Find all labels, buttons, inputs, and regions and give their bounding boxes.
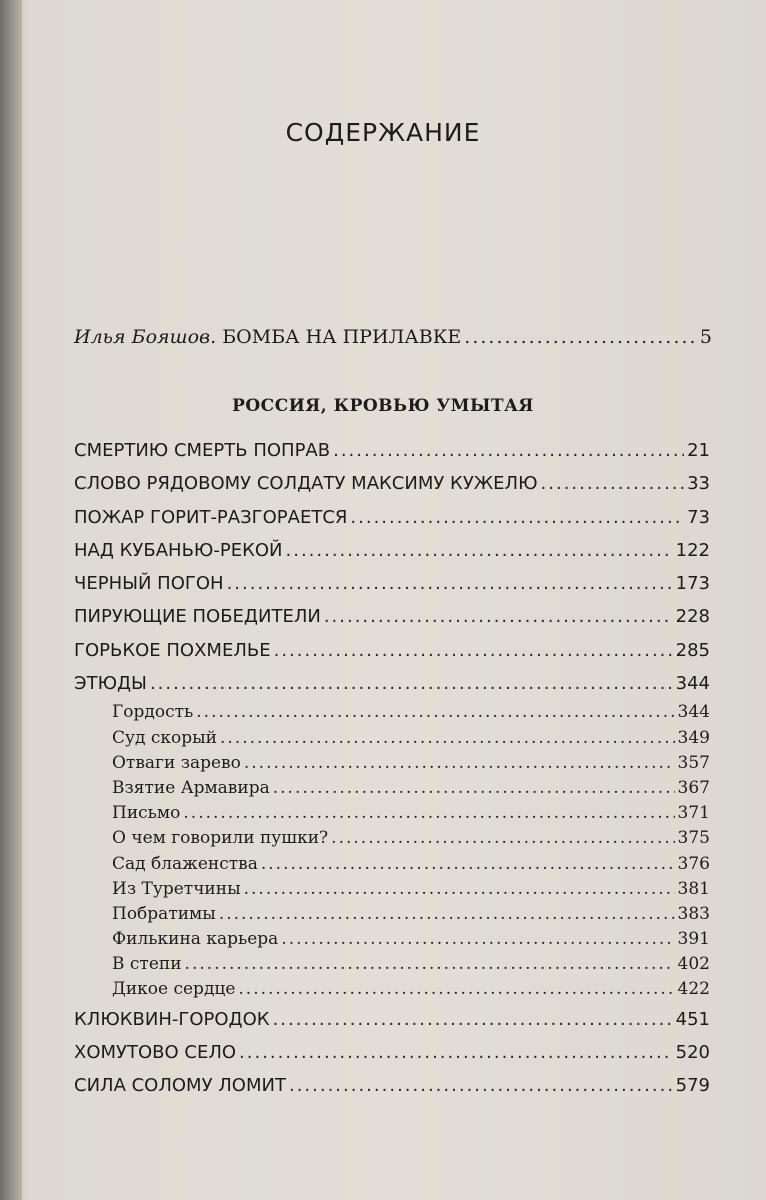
toc-entry — [74, 434, 710, 467]
entry-page-number: 579 — [675, 1075, 710, 1097]
book-spine-shadow — [0, 0, 22, 1200]
toc-subentry — [74, 751, 710, 776]
entry-title: ПИРУЮЩИЕ ПОБЕДИТЕЛИ — [74, 606, 321, 628]
toc-subentry — [74, 952, 710, 977]
subentry-page-number: 391 — [677, 929, 710, 950]
dot-leader — [286, 534, 673, 567]
dot-leader — [238, 977, 674, 1002]
dot-leader — [219, 902, 675, 927]
subentry-title: Побратимы — [112, 903, 216, 924]
subentry-page-number: 349 — [677, 727, 710, 748]
entry-page-number: 73 — [687, 506, 710, 528]
entry-page-number: 520 — [675, 1041, 710, 1063]
subentry-title: О чем говорили пушки? — [112, 828, 329, 849]
dot-leader — [239, 1036, 673, 1069]
entry-page-number: 21 — [687, 440, 710, 461]
dot-leader — [150, 667, 673, 700]
toc-entry — [74, 534, 710, 567]
entry-title: ЭТЮДЫ — [74, 673, 147, 695]
dot-leader — [464, 326, 697, 348]
dot-leader — [261, 852, 675, 877]
toc-subentry — [74, 902, 710, 927]
subentry-page-number: 376 — [677, 853, 710, 874]
subentry-title: Суд скорый — [112, 727, 218, 748]
subentry-title: Филькина карьера — [112, 929, 279, 950]
entry-title: СМЕРТИЮ СМЕРТЬ ПОПРАВ — [74, 440, 331, 461]
dot-leader — [185, 952, 675, 977]
entry-title: СЛОВО РЯДОВОМУ СОЛДАТУ МАКСИМУ КУЖЕЛЮ — [74, 473, 538, 495]
dot-leader — [273, 1003, 673, 1036]
intro-page-number: 5 — [699, 326, 712, 348]
dot-leader — [541, 467, 685, 500]
toc-entry — [74, 600, 710, 633]
intro-author: Илья Бояшов. — [74, 326, 217, 348]
entry-page-number: 344 — [675, 673, 710, 695]
page-title: СОДЕРЖАНИЕ — [285, 118, 481, 147]
subentry-page-number: 357 — [677, 752, 710, 773]
dot-leader — [289, 1069, 673, 1102]
subentry-page-number: 367 — [677, 777, 710, 798]
subentry-page-number: 402 — [677, 954, 710, 975]
toc-entry — [74, 501, 710, 534]
subentry-page-number: 383 — [677, 903, 710, 924]
entry-title: ХОМУТОВО СЕЛО — [74, 1041, 237, 1063]
section-heading: РОССИЯ, КРОВЬЮ УМЫТАЯ — [232, 396, 534, 416]
toc-subentry — [74, 826, 710, 851]
dot-leader — [227, 567, 673, 600]
subentry-page-number: 344 — [677, 702, 710, 723]
toc-entry — [74, 1036, 710, 1069]
dot-leader — [324, 600, 673, 633]
toc-subentry — [74, 801, 710, 826]
subentry-page-number: 371 — [677, 803, 710, 824]
subentry-title: В степи — [112, 954, 182, 975]
toc-subentry — [74, 852, 710, 877]
toc-subentry — [74, 927, 710, 952]
dot-leader — [244, 877, 675, 902]
toc-subentry — [74, 700, 710, 725]
dot-leader — [220, 726, 675, 751]
subentry-title: Из Туретчины — [112, 878, 241, 899]
entry-title: КЛЮКВИН-ГОРОДОК — [74, 1008, 270, 1030]
dot-leader — [244, 751, 675, 776]
entry-title: НАД КУБАНЬЮ-РЕКОЙ — [74, 539, 283, 561]
dot-leader — [331, 826, 674, 851]
entry-page-number: 451 — [675, 1008, 710, 1030]
intro-title: БОМБА НА ПРИЛАВКЕ — [222, 326, 462, 348]
toc-entry — [74, 634, 710, 667]
dot-leader — [196, 700, 674, 725]
subentry-title: Взятие Армавира — [112, 777, 270, 798]
toc-entry — [74, 1003, 710, 1036]
dot-leader — [350, 501, 684, 534]
toc-entry — [74, 567, 710, 600]
dot-leader — [281, 927, 674, 952]
subentry-title: Письмо — [112, 803, 181, 824]
toc-list — [74, 434, 710, 1103]
dot-leader — [273, 776, 675, 801]
dot-leader — [333, 434, 684, 467]
entry-page-number: 173 — [675, 573, 710, 595]
entry-page-number: 228 — [675, 606, 710, 628]
toc-entry — [74, 1069, 710, 1102]
toc-entry — [74, 667, 710, 700]
subentry-title: Отваги зарево — [112, 752, 241, 773]
subentry-title: Гордость — [112, 702, 194, 723]
subentry-title: Дикое сердце — [112, 979, 236, 1000]
toc-intro-entry — [74, 326, 712, 348]
entry-title: ПОЖАР ГОРИТ-РАЗГОРАЕТСЯ — [74, 506, 348, 528]
entry-title: СИЛА СОЛОМУ ЛОМИТ — [74, 1075, 286, 1097]
dot-leader — [183, 801, 674, 826]
toc-subentry — [74, 776, 710, 801]
entry-page-number: 33 — [687, 473, 710, 495]
entry-title: ГОРЬКОЕ ПОХМЕЛЬЕ — [74, 639, 271, 661]
subentry-title: Сад блаженства — [112, 853, 258, 874]
toc-subentry — [74, 877, 710, 902]
toc-subentry — [74, 977, 710, 1002]
entry-title: ЧЕРНЫЙ ПОГОН — [74, 573, 224, 595]
subentry-page-number: 422 — [677, 979, 710, 1000]
subentry-page-number: 381 — [677, 878, 710, 899]
toc-entry — [74, 467, 710, 500]
subentry-page-number: 375 — [677, 828, 710, 849]
entry-page-number: 122 — [675, 539, 710, 561]
entry-page-number: 285 — [675, 639, 710, 661]
dot-leader — [274, 634, 673, 667]
toc-subentry — [74, 726, 710, 751]
